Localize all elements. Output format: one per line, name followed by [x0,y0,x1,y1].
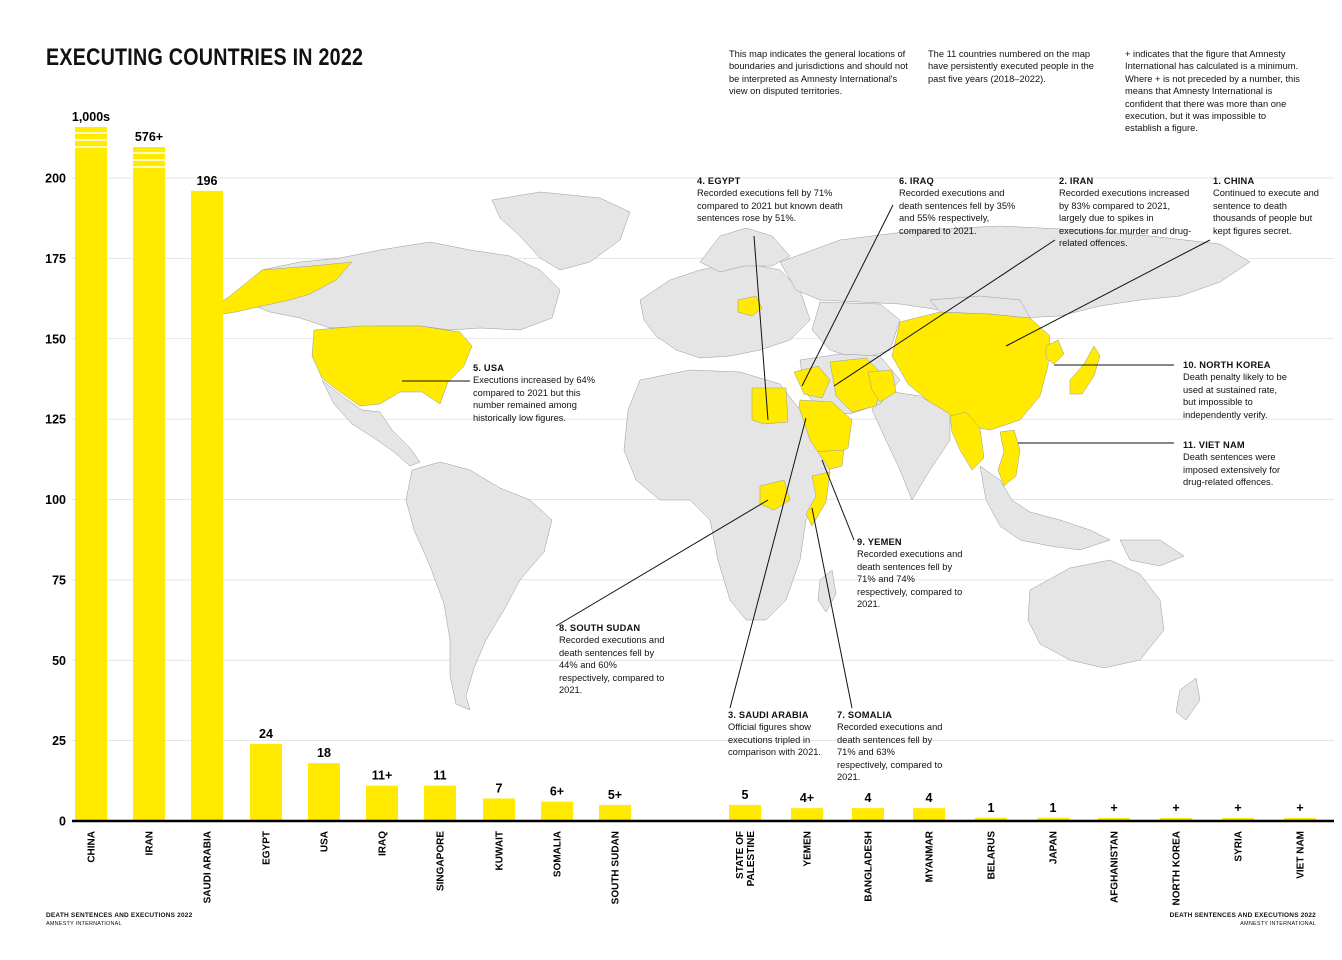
annotation-heading: 1. CHINA [1213,176,1255,186]
category-label [803,831,814,867]
annotation-text: Death penalty likely to be used at sustained rate, but impossible to independently verify. [1183,372,1287,420]
category-label [1172,831,1183,905]
svg-text:IRAQ: IRAQ [377,831,389,856]
y-tick-label: 200 [45,171,66,186]
data-label: 11+ [371,768,393,783]
data-label: + [1296,801,1304,815]
annotation-text: Recorded executions increased by 83% compared to 2021, largely due to spikes in executions for murder and drug-related offences. [1059,188,1192,249]
bar [791,808,823,821]
map-europe [640,262,810,358]
footer-left-sub: AMNESTY INTERNATIONAL [46,921,122,927]
annotation-north-korea [1183,359,1288,421]
svg-text:JAPAN: JAPAN [1048,831,1060,865]
annotation-yemen [857,536,967,610]
data-label: 7 [495,781,503,796]
annotation-heading: 4. EGYPT [697,176,741,186]
svg-text:SOMALIA: SOMALIA [552,831,564,878]
annotation-egypt [697,175,862,225]
svg-text:SYRIA: SYRIA [1233,831,1245,862]
annotation-heading: 6. IRAQ [899,176,934,186]
category-label [87,831,98,863]
y-tick-label: 25 [52,734,66,749]
data-label: 196 [196,173,218,188]
svg-text:NORTH KOREA: NORTH KOREA [1171,831,1183,906]
svg-text:BELARUS: BELARUS [986,831,998,880]
data-label: 4+ [799,791,815,806]
svg-text:CHINA: CHINA [86,831,98,863]
bar [250,744,282,821]
category-label [145,831,156,855]
category-label [1049,831,1060,864]
annotation-heading: 8. SOUTH SUDAN [559,623,641,633]
y-tick-label: 125 [45,412,66,427]
map-disclaimer-note: This map indicates the general locations of boundaries and jurisdictions and should not be interpreted as Amnesty International's view on disputed territories. [729,49,908,97]
category-label [925,830,936,882]
y-tick-label: 0 [59,814,66,829]
svg-text:SOUTH SUDAN: SOUTH SUDAN [610,831,622,905]
data-label: + [1172,801,1180,815]
footer-left [46,912,192,928]
category-label [203,831,214,903]
svg-text:MYANMAR: MYANMAR [924,831,936,883]
category-label [611,831,622,904]
svg-text:VIET NAM: VIET NAM [1295,831,1307,879]
y-tick-label: 50 [52,653,66,668]
annotation-china [1213,175,1325,237]
world-map [196,192,1250,720]
annotation-text: Recorded executions and death sentences fell by 71% and 74% respectively, compared to 2021. [857,549,963,610]
bar [308,763,340,821]
category-label [320,831,331,852]
data-label: 576+ [134,130,164,144]
data-label: + [1234,801,1242,815]
category-label [864,831,875,902]
svg-text:USA: USA [319,831,331,853]
annotation-heading: 7. SOMALIA [837,710,893,720]
svg-text:SINGAPORE: SINGAPORE [435,831,447,892]
annotation-heading: 10. NORTH KOREA [1183,360,1271,370]
bar [133,147,165,821]
annotation-text: Official figures show executions tripled in comparison with 2021. [728,722,822,758]
annotation-text: Recorded executions fell by 71% compared to 2021 but known death sentences rose by 51%. [697,188,843,224]
data-label: 5 [741,787,749,802]
footer-left-title: DEATH SENTENCES AND EXECUTIONS 2022 [46,912,193,919]
annotation-somalia [837,709,947,783]
data-label: 24 [259,726,273,741]
annotation-usa [473,362,603,424]
y-tick-label: 100 [45,493,66,507]
map-new-zealand [1176,678,1200,720]
annotation-heading: 11. VIET NAM [1183,440,1245,450]
map-japan [1070,346,1100,394]
bar [541,802,573,821]
category-label [262,831,273,865]
annotation-heading: 3. SAUDI ARABIA [728,710,809,720]
bar [729,805,761,821]
data-label: 6+ [549,784,565,799]
svg-text:IRAN: IRAN [144,831,156,856]
map-viet-nam [998,430,1020,486]
annotation-heading: 9. YEMEN [857,537,902,547]
annotation-text: Death sentences were imposed extensively for drug-related offences. [1183,452,1281,488]
svg-text:YEMEN: YEMEN [802,831,814,867]
category-label [378,831,389,856]
persistent-executors-note: The 11 countries numbered on the map have persistently executed people in the past five years (2018–2022). [928,49,1094,84]
map-australia [1028,560,1164,668]
annotation-text: Recorded executions and death sentences fell by 44% and 60% respectively, compared to 2021. [559,635,665,696]
svg-text:BANGLADESH: BANGLADESH [863,831,875,902]
annotation-text: Recorded executions and death sentences fell by 71% and 63% respectively, compared to 2021. [837,722,943,783]
y-axis-ticks [45,172,66,829]
annotation-iran [1059,175,1194,249]
annotation-text: Continued to execute and sentence to death thousands of people but kept figures secret. [1213,188,1319,236]
annotation-heading: 5. USA [473,363,505,373]
bar [599,805,631,821]
svg-text:EGYPT: EGYPT [261,831,273,865]
category-label [1110,831,1121,903]
bar [75,127,107,821]
annotation-viet-nam [1183,439,1291,489]
y-tick-label: 150 [45,332,66,347]
footer-right [1170,912,1316,928]
map-scandinavia [700,228,790,272]
data-label: 1,000s [71,110,111,124]
page-title: EXECUTING COUNTRIES IN 2022 [46,44,364,71]
svg-text:KUWAIT: KUWAIT [494,831,506,871]
map-egypt [752,388,788,424]
bar [483,798,515,821]
bar [191,191,223,821]
footer-right-title: DEATH SENTENCES AND EXECUTIONS 2022 [1169,912,1316,919]
data-label: 1 [987,800,995,815]
annotation-saudi-arabia [728,709,826,759]
data-label: 5+ [607,787,623,802]
annotation-text: Executions increased by 64% compared to 2021 but this number remained among historically low figures. [473,375,595,423]
category-label [553,831,564,877]
annotation-iraq [899,175,1017,237]
category-label [987,831,998,880]
category-labels [87,830,1307,905]
category-label [495,831,506,870]
bar [913,808,945,821]
y-tick-label: 175 [45,251,66,266]
map-madagascar [818,570,836,612]
data-label: 18 [317,746,331,761]
data-label: 1 [1049,800,1057,815]
category-label [436,831,447,891]
bar [366,786,398,821]
category-label [1234,831,1245,862]
category-label [1296,831,1307,879]
map-southeast-asia [980,466,1110,550]
category-label [735,831,757,887]
annotation-text: Recorded executions and death sentences fell by 35% and 55% respectively, compared to 2021. [899,188,1016,236]
svg-text:SAUDI ARABIA: SAUDI ARABIA [202,831,214,904]
data-label: 11 [433,768,447,783]
y-tick-label: 75 [52,573,66,588]
annotation-heading: 2. IRAN [1059,176,1094,186]
minimum-figure-note: + indicates that the figure that Amnesty International has calculated is a minimum. Where + is not preceded by a number, this means that Amnesty International is confident that there was more than one execution, but it was impossible to establish a figure. [1125,49,1300,134]
bar [852,808,884,821]
data-label: 4 [925,791,933,806]
footer-right-sub: AMNESTY INTERNATIONAL [1240,921,1316,927]
bar [424,786,456,821]
annotation-south-sudan [559,622,667,696]
data-label: + [1110,801,1118,815]
data-label: 4 [864,791,872,806]
svg-text:AFGHANISTAN: AFGHANISTAN [1109,831,1121,904]
map-new-guinea [1120,540,1184,566]
svg-text:STATE OFPALESTINE: STATE OFPALESTINE [735,831,757,887]
